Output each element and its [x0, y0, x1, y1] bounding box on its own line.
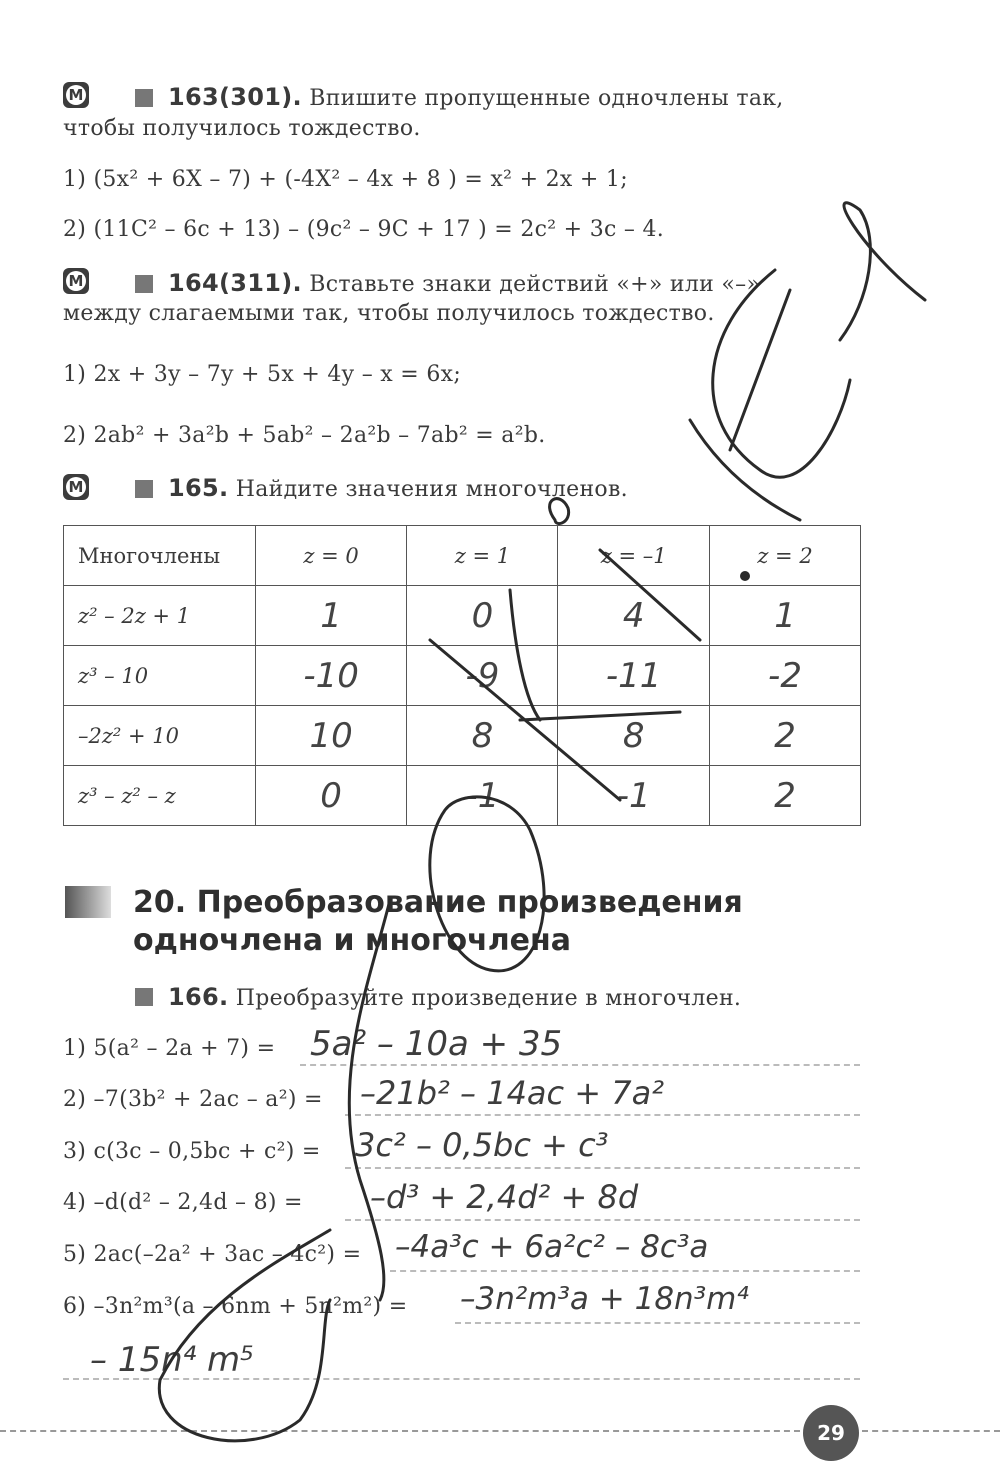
answer-cell: -1	[407, 766, 558, 826]
ex166-answer-6-continuation: – 15n⁴ m⁵	[90, 1340, 254, 1380]
table-header-cell: z = –1	[558, 526, 710, 586]
polynomial-cell: z³ – 10	[64, 646, 256, 706]
answer-cell: -10	[255, 646, 407, 706]
ex164-text1: Вставьте знаки действий «+» или «–»	[309, 272, 761, 297]
workbook-badge-icon: М	[63, 268, 89, 294]
polynomial-cell: z³ – z² – z	[64, 766, 256, 826]
answer-cell: 2	[710, 706, 861, 766]
table-header-cell: z = 1	[407, 526, 558, 586]
answer-cell: -9	[407, 646, 558, 706]
answer-cell: 8	[407, 706, 558, 766]
polynomial-cell: z² – 2z + 1	[64, 586, 256, 646]
ex166-answer-1: 5a² – 10a + 35	[310, 1024, 563, 1064]
pen-stroke	[430, 797, 544, 971]
ex166-task-6: 6) –3n²m³(a – 6nm + 5n²m²) =	[63, 1294, 408, 1319]
answer-cell: 1	[710, 586, 861, 646]
answer-cell: 0	[255, 766, 407, 826]
section-title-line2: одночлена и многочлена	[133, 923, 572, 958]
table-header-cell: z = 2	[710, 526, 861, 586]
pen-stroke	[510, 590, 540, 720]
ex164-line2: 2) 2ab² + 3a²b + 5ab² – 2a²b – 7ab² = a²b.	[63, 423, 546, 448]
ex165-text: Найдите значения многочленов.	[235, 477, 628, 502]
polynomial-cell: –2z² + 10	[64, 706, 256, 766]
workbook-badge-icon: М	[63, 82, 89, 108]
section-title-line1: 20. Преобразование произведения	[133, 885, 743, 920]
ex166-answer-5: –4a³c + 6a²c² – 8c³a	[395, 1229, 709, 1265]
ex164-number: 164(311).	[168, 269, 302, 297]
ex166-task-5: 5) 2ac(–2a² + 3ac – 4c²) =	[63, 1242, 362, 1267]
ex165-number: 165.	[168, 474, 229, 502]
table-header-cell: z = 0	[255, 526, 407, 586]
answer-cell: 2	[710, 766, 861, 826]
ex166-task-3: 3) c(3c – 0,5bc + c²) =	[63, 1139, 321, 1164]
ex164-line1: 1) 2x + 3y – 7y + 5x + 4y – x = 6x;	[63, 362, 462, 387]
pen-stroke	[840, 203, 925, 340]
ex166-answer-2: –21b² – 14ac + 7a²	[360, 1074, 665, 1112]
ex163-text2: чтобы получилось тождество.	[63, 116, 421, 141]
ex163-line2: 2) (11C² – 6c + 13) – (9c² – 9C + 17 ) = 2c² + 3c – 4.	[63, 217, 665, 242]
pen-stroke	[159, 1230, 330, 1441]
ex166-text: Преобразуйте произведение в многочлен.	[235, 986, 742, 1011]
pen-stroke	[550, 499, 569, 524]
answer-cell: -2	[710, 646, 861, 706]
ex166-task-4: 4) –d(d² – 2,4d – 8) =	[63, 1190, 303, 1215]
pen-stroke	[730, 290, 790, 450]
ex163-line1: 1) (5x² + 6X – 7) + (-4X² – 4x + 8 ) = x² + 2x + 1;	[63, 167, 628, 192]
ex166-task-2: 2) –7(3b² + 2ac – a²) =	[63, 1087, 323, 1112]
workbook-badge-icon: М	[63, 474, 89, 500]
answer-cell: -1	[558, 766, 710, 826]
answer-cell: -11	[558, 646, 710, 706]
pen-stroke	[520, 712, 680, 720]
ex166-answer-3: 3c² – 0,5bc + c³	[355, 1126, 609, 1164]
answer-cell: 8	[558, 706, 710, 766]
pen-stroke	[600, 550, 700, 640]
pen-dot	[740, 571, 750, 581]
ex163-text1: Впишите пропущенные одночлены так,	[309, 86, 784, 111]
ex163-number: 163(301).	[168, 83, 302, 111]
answer-cell: 4	[558, 586, 710, 646]
answer-cell: 10	[255, 706, 407, 766]
ex166-number: 166.	[168, 983, 229, 1011]
ex164-text2: между слагаемыми так, чтобы получилось тождество.	[63, 301, 715, 326]
answer-cell: 0	[407, 586, 558, 646]
table-header-cell: Многочлены	[64, 526, 256, 586]
pen-stroke	[690, 420, 800, 520]
ex166-answer-6: –3n²m³a + 18n³m⁴	[460, 1281, 749, 1317]
answer-cell: 1	[255, 586, 407, 646]
page-number-badge: 29	[803, 1405, 859, 1461]
pen-stroke	[713, 270, 850, 477]
ex166-answer-4: –d³ + 2,4d² + 8d	[370, 1178, 639, 1216]
pen-stroke	[349, 900, 390, 1300]
ex166-task-1: 1) 5(a² – 2a + 7) =	[63, 1036, 276, 1061]
